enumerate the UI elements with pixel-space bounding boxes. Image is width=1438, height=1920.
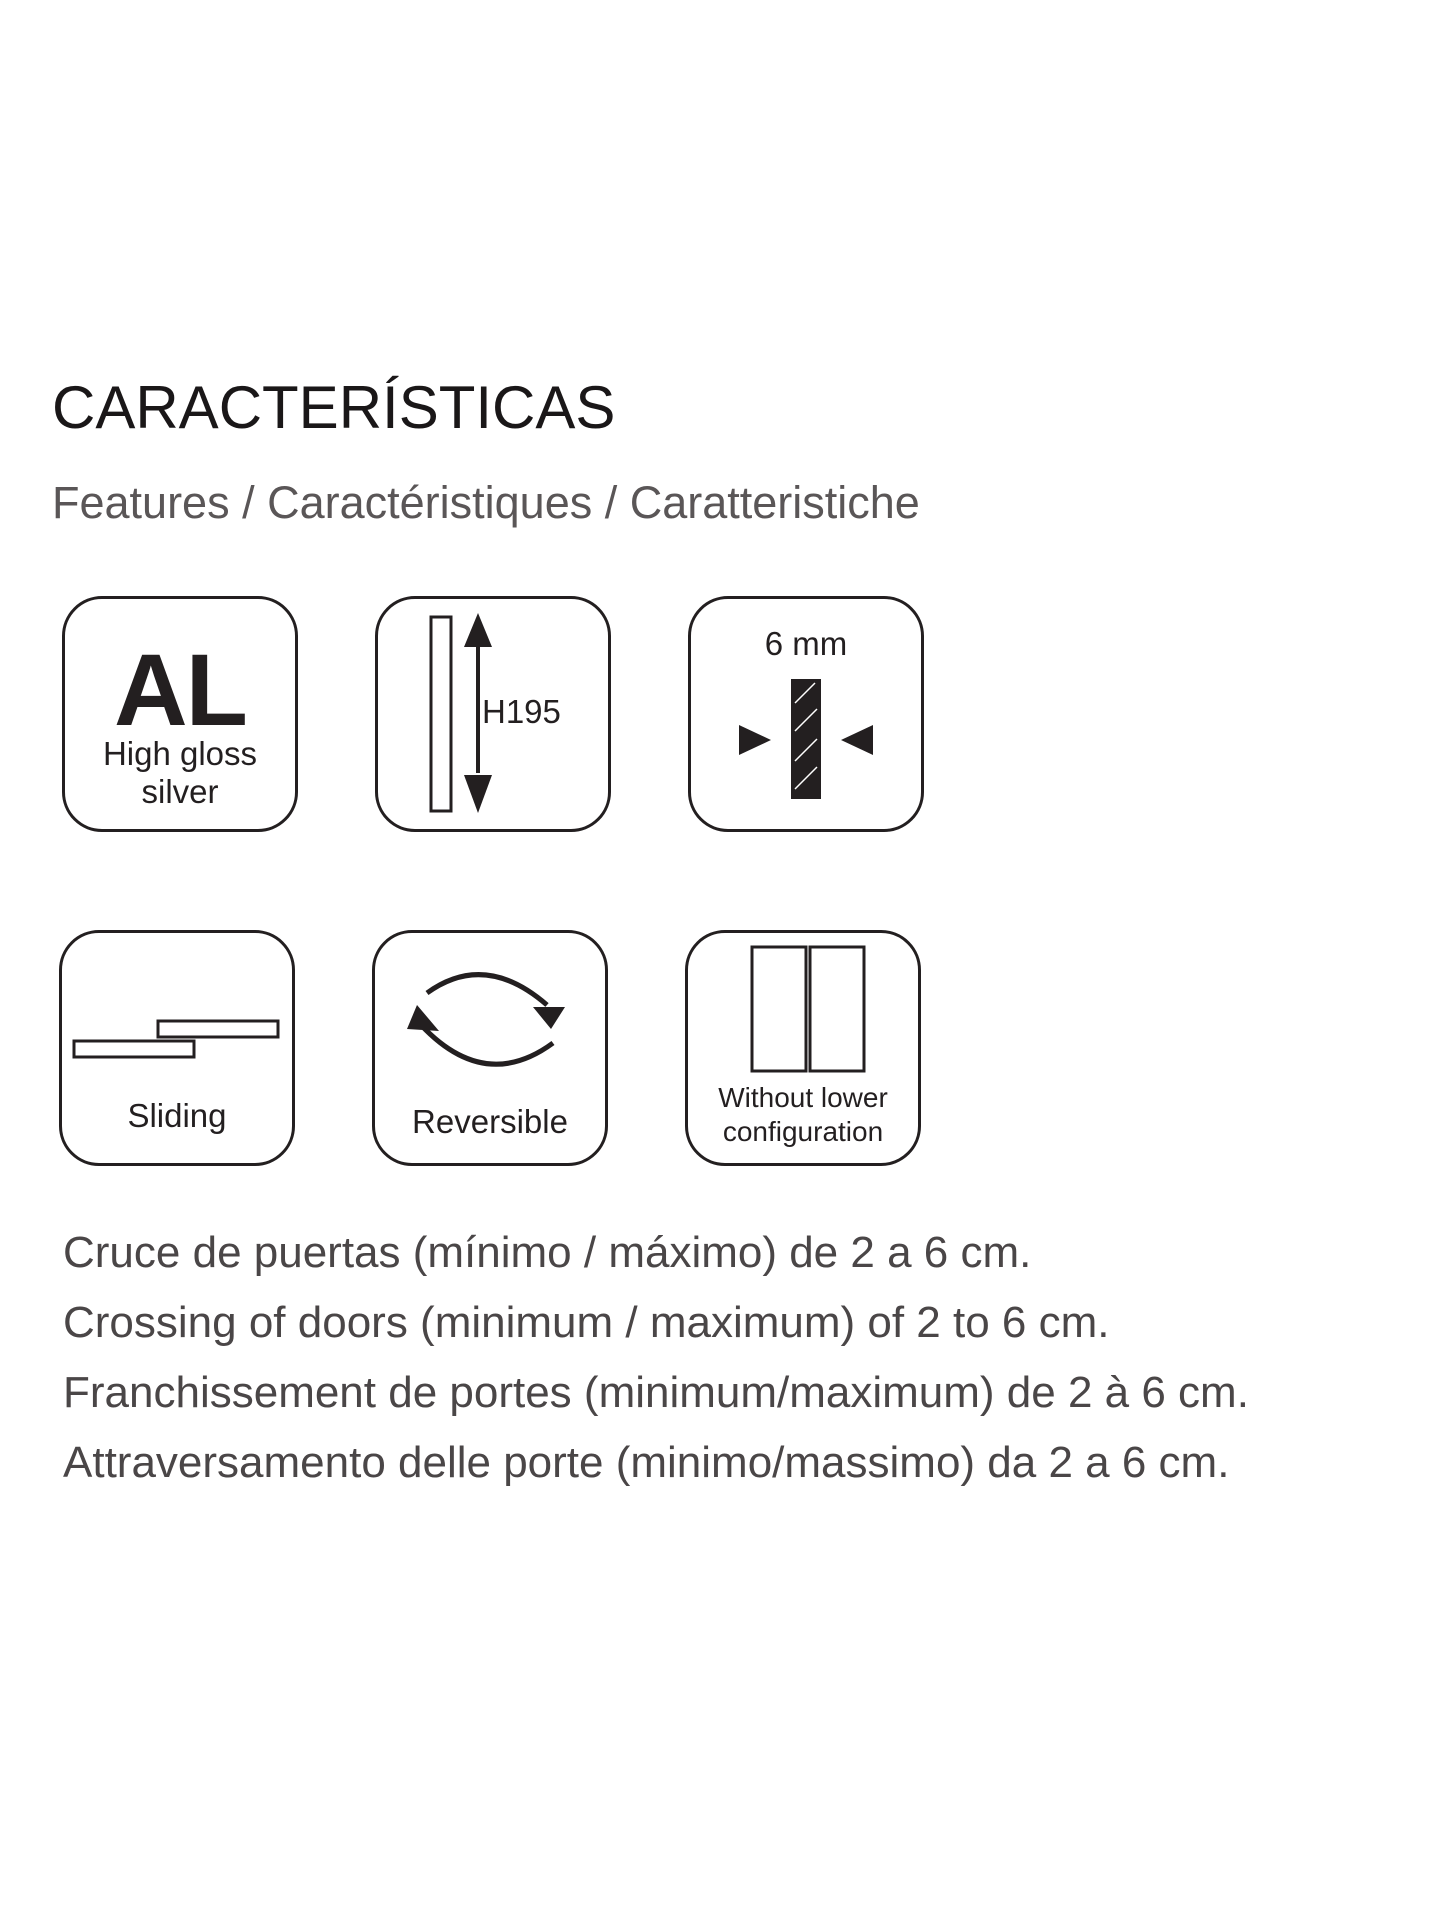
description-fr: Franchissement de portes (minimum/maximum) de 2 à 6 cm. xyxy=(63,1368,1249,1417)
description-es: Cruce de puertas (mínimo / máximo) de 2 a 6 cm. xyxy=(63,1228,1032,1277)
feature-no-lower-card xyxy=(685,930,921,1166)
page-title: CARACTERÍSTICAS xyxy=(52,374,616,441)
description-en: Crossing of doors (minimum / maximum) of 2 to 6 cm. xyxy=(63,1298,1110,1347)
glass-thickness-icon xyxy=(691,599,921,829)
material-label-line2: silver xyxy=(141,773,219,810)
material-label-line1: High gloss xyxy=(102,735,258,772)
aluminium-code: AL xyxy=(114,633,246,747)
feature-height-card xyxy=(375,596,611,832)
feature-material-card xyxy=(62,596,298,832)
feature-sliding-card xyxy=(59,930,295,1166)
page-subtitle: Features / Caractéristiques / Caratteristiche xyxy=(52,477,920,528)
description-it: Attraversamento delle porte (minimo/massimo) da 2 a 6 cm. xyxy=(63,1438,1230,1487)
glass-thickness-label: 6 mm xyxy=(764,625,848,662)
crossing-description xyxy=(63,1218,1249,1498)
sliding-label: Sliding xyxy=(127,1097,227,1134)
reversible-label: Reversible xyxy=(412,1103,568,1140)
no-lower-label-line1: Without lower xyxy=(718,1082,888,1113)
feature-glass-card xyxy=(688,596,924,832)
height-label: H195 xyxy=(482,693,561,730)
feature-reversible-card xyxy=(372,930,608,1166)
no-lower-label-line2: configuration xyxy=(722,1116,884,1147)
